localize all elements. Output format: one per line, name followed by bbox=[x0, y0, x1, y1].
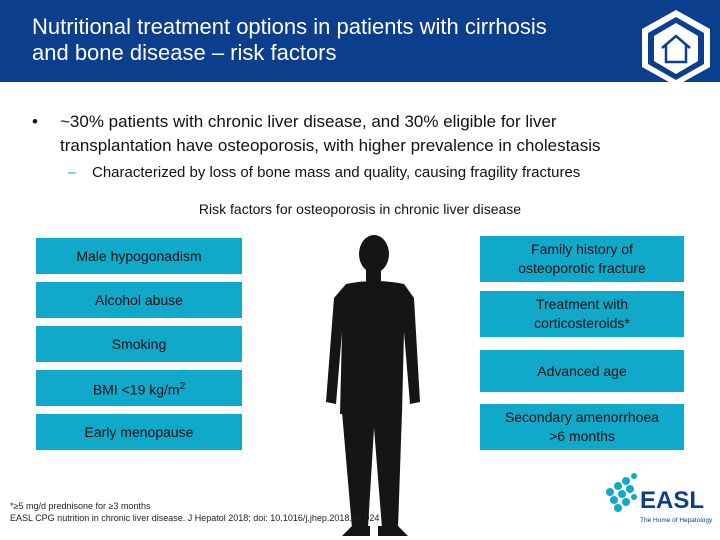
factor-label-line-2: osteoporotic fracture bbox=[518, 260, 646, 276]
factor-advanced-age bbox=[480, 350, 684, 392]
bmi-text: BMI <19 kg/m bbox=[92, 381, 180, 398]
factor-label bbox=[93, 377, 185, 400]
page-title bbox=[32, 14, 632, 66]
title-bar bbox=[0, 0, 720, 82]
factor-male-hypogonadism bbox=[36, 238, 242, 274]
bullet-marker: • bbox=[32, 112, 38, 131]
factor-label-line-1: Treatment with bbox=[535, 296, 629, 312]
factor-label-line-2: >6 months bbox=[549, 428, 615, 444]
person-silhouette-icon bbox=[312, 232, 434, 538]
easl-logo bbox=[600, 470, 712, 530]
factor-label-line-1: Family history of bbox=[531, 241, 633, 257]
factor-corticosteroids bbox=[480, 291, 684, 337]
factor-label: Male hypogonadism bbox=[76, 247, 202, 264]
factor-label-line-1: Secondary amenorrhoea bbox=[504, 409, 660, 425]
sub-bullet-text: Characterized by loss of bone mass and quality, causing fragility fractures bbox=[92, 164, 581, 181]
factor-label: Smoking bbox=[111, 335, 167, 352]
page-title-line-2: and bone disease – risk factors bbox=[32, 40, 337, 65]
sub-bullet-marker: – bbox=[68, 164, 77, 181]
factor-early-menopause bbox=[36, 414, 242, 450]
factor-smoking bbox=[36, 326, 242, 362]
main-bullet-line-1: ~30% patients with chronic liver disease, and 30% eligible for liver bbox=[60, 112, 557, 131]
page-title-line-1: Nutritional treatment options in patients with cirrhosis bbox=[32, 14, 547, 39]
factor-secondary-amenorrhoea bbox=[480, 404, 684, 450]
factor-alcohol-abuse bbox=[36, 282, 242, 318]
diagram-subtitle: Risk factors for osteoporosis in chronic liver disease bbox=[198, 201, 522, 217]
main-bullet-line-2: transplantation have osteoporosis, with higher prevalence in cholestasis bbox=[60, 136, 601, 155]
factor-label: Advanced age bbox=[537, 362, 627, 379]
factor-bmi bbox=[36, 370, 242, 406]
factor-family-history bbox=[480, 236, 684, 282]
footnote bbox=[10, 500, 379, 524]
footnote-reference: EASL CPG nutrition in chronic liver disease. J Hepatol 2018; doi: 10.1016/j.jhep.2018.06.024 bbox=[10, 513, 380, 523]
easl-tagline: The Home of Hepatology bbox=[640, 517, 712, 524]
house-hexagon-icon bbox=[640, 8, 712, 88]
factor-label: Alcohol abuse bbox=[95, 291, 183, 308]
factor-label-line-2: corticosteroids* bbox=[534, 315, 630, 331]
bmi-superscript: 2 bbox=[179, 380, 186, 392]
factor-label: Early menopause bbox=[84, 423, 194, 440]
easl-wordmark: EASL bbox=[640, 487, 705, 514]
footnote-note: *≥5 mg/d prednisone for ≥3 months bbox=[10, 501, 151, 511]
